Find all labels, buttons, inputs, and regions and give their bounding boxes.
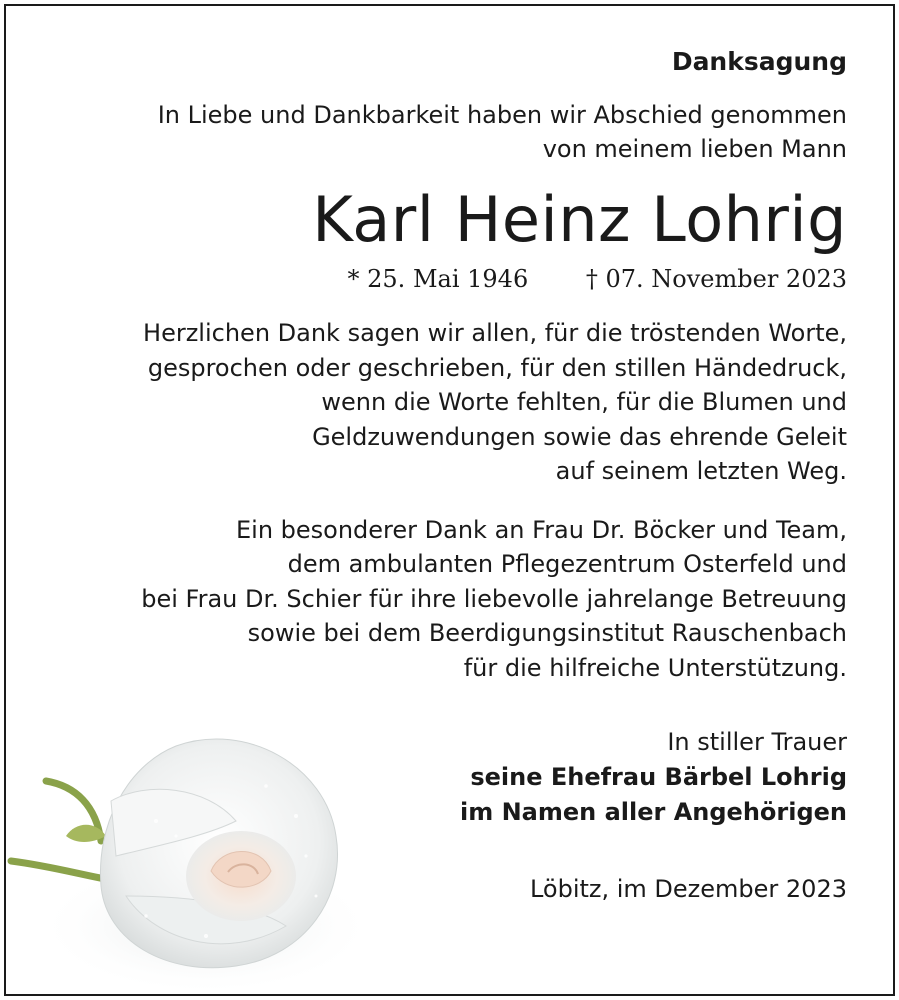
signature-line: im Namen aller Angehörigen <box>459 798 847 826</box>
special-thanks-paragraph <box>27 513 847 686</box>
thanks-line: wenn die Worte fehlten, für die Blumen und <box>321 388 847 416</box>
notice-text <box>27 46 847 906</box>
intro-line: In Liebe und Dankbarkeit haben wir Abschied genommen <box>157 101 847 129</box>
thanks-paragraph <box>27 316 847 489</box>
place-date: Löbitz, im Dezember 2023 <box>529 875 847 903</box>
mourning-line: In stiller Trauer <box>667 728 847 756</box>
thanks-line: auf seinem letzten Weg. <box>555 457 847 485</box>
special-thanks-line: sowie bei dem Beerdigungsinstitut Rauschenbach <box>247 619 847 647</box>
special-thanks-line: dem ambulanten Pflegezentrum Osterfeld und <box>287 550 847 578</box>
signature-line: seine Ehefrau Bärbel Lohrig <box>470 763 847 791</box>
notice-heading: Danksagung <box>671 47 847 76</box>
special-thanks-line: für die hilfreiche Unterstützung. <box>463 653 847 682</box>
special-thanks-line: bei Frau Dr. Schier für ihre liebevolle jahrelange Betreuung <box>141 584 847 613</box>
closing-block <box>27 725 847 830</box>
thanks-line: Herzlichen Dank sagen wir allen, für die tröstenden Worte, <box>143 319 847 347</box>
intro-text <box>27 98 847 166</box>
death-date: † 07. November 2023 <box>585 265 847 293</box>
thanks-line: Geldzuwendungen sowie das ehrende Geleit <box>312 422 847 451</box>
thanks-line: gesprochen oder geschrieben, für den stillen Händedruck, <box>147 353 847 382</box>
deceased-name: Karl Heinz Lohrig <box>312 183 847 256</box>
special-thanks-line: Ein besonderer Dank an Frau Dr. Böcker und Team, <box>235 515 847 544</box>
intro-line: von meinem lieben Mann <box>542 135 847 163</box>
life-dates <box>27 262 847 296</box>
birth-date: * 25. Mai 1946 <box>347 265 529 293</box>
obituary-notice <box>4 4 895 996</box>
